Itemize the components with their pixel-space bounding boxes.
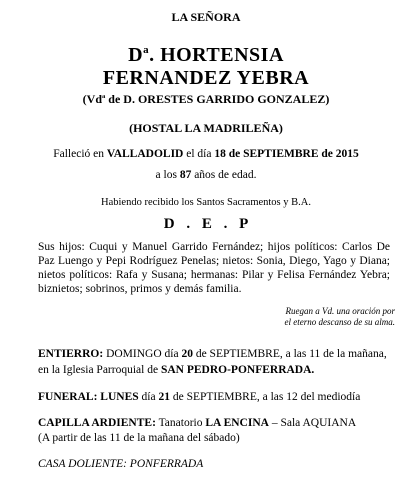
- first-name: . HORTENSIA: [149, 44, 284, 66]
- burial-text2: de SEPTIEMBRE, a las 11 de la mañana,: [192, 348, 387, 360]
- dep-line: D . E . P: [163, 216, 249, 232]
- family-paragraph: Sus hijos: Cuqui y Manuel Garrido Fernández; hijos políticos: Carlos De Paz Luengo y Pepi Rodríguez Penelas; nietos: Sonia, Diego, Yago y Diana; nietos políticos: Rafa y Susana; hermanas: Pilar y Felisa Fernández Yebra; biznietos; sobrinos, primos y demás familia.: [38, 241, 390, 295]
- widow-of-line: [0, 92, 412, 107]
- prayer-line1: Ruegan a Vd. una oración por: [285, 306, 395, 316]
- burial-line2: [38, 364, 314, 376]
- burial-church: SAN PEDRO-PONFERRADA.: [160, 364, 315, 376]
- hostal-line: (HOSTAL LA MADRILEÑA): [129, 121, 283, 135]
- death-text2: el día: [183, 148, 215, 160]
- funeral-day: 21: [158, 391, 170, 403]
- burial-label: ENTIERRO:: [38, 348, 104, 360]
- prayer-line2: el eterno descanso de su alma.: [284, 317, 395, 327]
- age-text2: años de edad.: [191, 169, 257, 181]
- chapel-label: CAPILLA ARDIENTE:: [38, 417, 156, 429]
- name-prefix-sup: a: [143, 43, 150, 56]
- death-date: 18 de SEPTIEMBRE de 2015: [214, 148, 359, 160]
- widow-open: (Vd: [82, 92, 102, 106]
- sacraments-line: Habiendo recibido los Santos Sacramentos y B.A.: [101, 197, 311, 208]
- deceased-surnames: FERNANDEZ YEBRA: [102, 67, 310, 89]
- burial-day: 20: [181, 348, 193, 360]
- burial-text3: en la Iglesia Parroquial de: [38, 364, 161, 376]
- burial-text1: DOMINGO día: [103, 348, 182, 360]
- widow-rest: de D. ORESTES GARRIDO GONZALEZ): [105, 92, 330, 106]
- death-text1: Falleció en: [53, 148, 107, 160]
- burial-line1: [38, 348, 387, 360]
- funeral-line: [38, 391, 360, 403]
- death-line: [0, 148, 412, 160]
- prayer-request: [200, 306, 395, 328]
- chapel-line1: [38, 417, 356, 429]
- death-city: VALLADOLID: [106, 148, 184, 160]
- chapel-text1: Tanatorio: [155, 417, 206, 429]
- heading: LA SEÑORA: [171, 10, 241, 24]
- chapel-line2: (A partir de las 11 de la mañana del sábado): [38, 432, 240, 444]
- funeral-label: FUNERAL:: [38, 391, 98, 403]
- deceased-name-line1: [0, 44, 412, 67]
- widow-sup: a: [102, 93, 106, 101]
- age-text1: a los: [155, 169, 180, 181]
- age-years: 87: [179, 169, 192, 181]
- funeral-text1: día: [138, 391, 159, 403]
- chapel-text2: – Sala AQUIANA: [268, 417, 357, 429]
- name-prefix: D: [128, 44, 144, 66]
- funeral-text2: de SEPTIEMBRE, a las 12 del mediodía: [169, 391, 361, 403]
- house-line: CASA DOLIENTE: PONFERRADA: [38, 458, 204, 470]
- funeral-day-name: LUNES: [97, 391, 139, 403]
- chapel-venue: LA ENCINA: [205, 417, 269, 429]
- age-line: [0, 169, 412, 181]
